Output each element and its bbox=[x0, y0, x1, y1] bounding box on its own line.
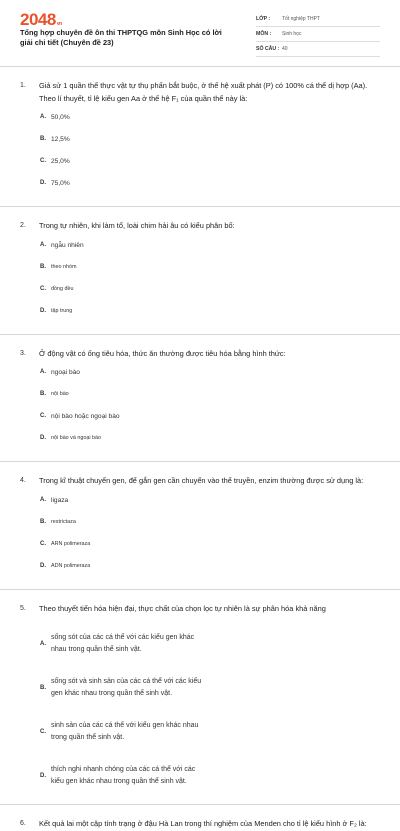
question-number: 1. bbox=[20, 82, 26, 89]
document-header bbox=[0, 0, 400, 58]
answer-options bbox=[20, 367, 380, 455]
question-stem: Trong tự nhiên, khi làm tổ, loài chim hải âu có kiểu phân bố: bbox=[39, 221, 235, 230]
option-letter: A. bbox=[40, 496, 46, 503]
question-number: 2. bbox=[20, 222, 26, 229]
option-text: ngẫu nhiên bbox=[51, 241, 84, 249]
question-number: 5. bbox=[20, 604, 26, 612]
answer-option-a[interactable] bbox=[40, 622, 212, 666]
question-stem: Kết quả lai một cặp tính trạng ở đậu Hà Lan trong thí nghiệm của Menden cho tỉ lệ kiểu hình ở F₂ là: bbox=[39, 819, 367, 828]
meta-label: MÔN : bbox=[256, 31, 272, 37]
answer-options bbox=[20, 240, 380, 328]
option-text: nội bào hoặc ngoại bào bbox=[51, 413, 120, 420]
question-text bbox=[20, 80, 380, 105]
question-item bbox=[0, 804, 400, 831]
option-letter: A. bbox=[40, 241, 46, 248]
answer-option-b[interactable] bbox=[40, 389, 212, 411]
answer-option-c[interactable] bbox=[40, 539, 212, 561]
question-stem: Trong kĩ thuật chuyển gen, để gắn gen cần chuyển vào thể truyền, enzim thường được sử dụng là: bbox=[39, 476, 364, 485]
meta-value: Tốt nghiệp THPT bbox=[282, 16, 320, 22]
option-text: nội bào bbox=[51, 391, 69, 397]
question-list bbox=[0, 66, 400, 831]
answer-option-c[interactable] bbox=[40, 411, 212, 433]
question-item bbox=[0, 334, 400, 462]
option-text: 50,0% bbox=[51, 114, 70, 121]
meta-value: Sinh học bbox=[282, 31, 302, 37]
answer-option-d[interactable] bbox=[40, 178, 212, 200]
question-number: 3. bbox=[20, 349, 26, 357]
answer-options bbox=[20, 112, 380, 200]
answer-option-a[interactable] bbox=[40, 495, 212, 517]
option-letter: B. bbox=[40, 391, 46, 397]
question-number: 6. bbox=[20, 820, 26, 827]
option-letter: C. bbox=[40, 540, 46, 547]
answer-option-b[interactable] bbox=[40, 517, 212, 539]
answer-option-d[interactable] bbox=[40, 433, 212, 455]
question-item bbox=[0, 206, 400, 334]
question-text bbox=[20, 220, 380, 233]
meta-row-subject bbox=[256, 27, 380, 42]
question-text bbox=[20, 603, 380, 616]
answer-option-d[interactable] bbox=[40, 306, 212, 328]
question-item bbox=[0, 589, 400, 805]
question-item bbox=[0, 461, 400, 589]
answer-option-c[interactable] bbox=[40, 710, 212, 754]
answer-options bbox=[20, 495, 380, 583]
question-text bbox=[20, 818, 380, 831]
answer-option-d[interactable] bbox=[40, 561, 212, 583]
option-letter: A. bbox=[40, 640, 46, 647]
option-text: sống sót của các cá thể với các kiểu gen khác nhau trong quần thể sinh vật. bbox=[51, 634, 195, 653]
meta-label: LỚP : bbox=[256, 16, 271, 22]
option-text: tập trung bbox=[51, 307, 73, 314]
question-stem: Ở động vật có ống tiêu hóa, thức ăn thường được tiêu hóa bằng hình thức: bbox=[39, 348, 286, 358]
option-text: đồng đều bbox=[51, 285, 74, 292]
option-letter: A. bbox=[40, 114, 46, 120]
answer-option-a[interactable] bbox=[40, 367, 212, 389]
question-stem: Giả sử 1 quần thể thực vật tự thụ phấn bắt buộc, ở thế hệ xuất phát (P) có 100% cá thể dị hợp (Aa). Theo lí thuyết, tỉ lệ kiểu gen Aa ở thế hệ F₁ của quần thể này là: bbox=[39, 81, 368, 103]
option-letter: B. bbox=[40, 518, 46, 525]
site-logo[interactable]: 2048vn bbox=[20, 10, 62, 29]
option-text: ligaza bbox=[51, 496, 69, 504]
option-letter: B. bbox=[40, 684, 46, 691]
answer-option-b[interactable] bbox=[40, 134, 212, 156]
option-text: restrictaza bbox=[51, 518, 76, 525]
option-letter: C. bbox=[40, 158, 46, 164]
option-text: sống sót và sinh sản của các cá thể với các kiểu gen khác nhau trong quần thể sinh vật. bbox=[51, 678, 202, 697]
option-letter: D. bbox=[40, 180, 46, 186]
option-text: ARN polimeraza bbox=[51, 540, 91, 547]
option-text: ADN polimeraza bbox=[51, 562, 91, 569]
answer-option-c[interactable] bbox=[40, 156, 212, 178]
answer-option-d[interactable] bbox=[40, 754, 212, 798]
document-meta-table bbox=[256, 12, 380, 57]
option-letter: B. bbox=[40, 263, 46, 270]
option-text: theo nhóm bbox=[51, 263, 77, 270]
meta-value: 40 bbox=[282, 46, 288, 52]
question-text bbox=[20, 475, 380, 488]
option-letter: C. bbox=[40, 285, 46, 292]
option-text: ngoại bào bbox=[51, 369, 80, 376]
option-letter: B. bbox=[40, 136, 46, 142]
option-text: nội bào và ngoại bào bbox=[51, 435, 102, 441]
option-text: 75,0% bbox=[51, 180, 70, 187]
option-letter: D. bbox=[40, 772, 46, 779]
option-letter: D. bbox=[40, 562, 46, 569]
answer-option-b[interactable] bbox=[40, 262, 212, 284]
answer-option-c[interactable] bbox=[40, 284, 212, 306]
question-item bbox=[0, 66, 400, 206]
option-letter: A. bbox=[40, 369, 46, 375]
answer-option-b[interactable] bbox=[40, 666, 212, 710]
page-title: Tổng hợp chuyên đề ôn thi THPTQG môn Sinh Học có lời giải chi tiết (Chuyên đề 23) bbox=[20, 28, 222, 47]
option-letter: D. bbox=[40, 435, 46, 441]
option-text: thích nghi nhanh chóng của các cá thể với các kiểu gen khác nhau trong quần thể sinh vật. bbox=[51, 766, 196, 785]
question-text bbox=[20, 348, 380, 361]
option-letter: C. bbox=[40, 413, 46, 419]
option-text: 12,5% bbox=[51, 136, 70, 143]
answer-options bbox=[20, 622, 380, 798]
option-text: 25,0% bbox=[51, 158, 70, 165]
question-number: 4. bbox=[20, 477, 26, 484]
option-letter: C. bbox=[40, 728, 46, 735]
option-letter: D. bbox=[40, 307, 46, 314]
question-stem: Theo thuyết tiến hóa hiện đại, thực chất của chọn lọc tự nhiên là sự phân hóa khả năng bbox=[39, 603, 326, 613]
answer-option-a[interactable] bbox=[40, 112, 212, 134]
answer-option-a[interactable] bbox=[40, 240, 212, 262]
option-text: sinh sản của các cá thể với kiểu gen khác nhau trong quần thể sinh vật. bbox=[51, 722, 199, 741]
meta-row-question-count bbox=[256, 42, 380, 57]
meta-label: SỐ CÂU : bbox=[256, 46, 280, 52]
meta-row-class bbox=[256, 12, 380, 27]
